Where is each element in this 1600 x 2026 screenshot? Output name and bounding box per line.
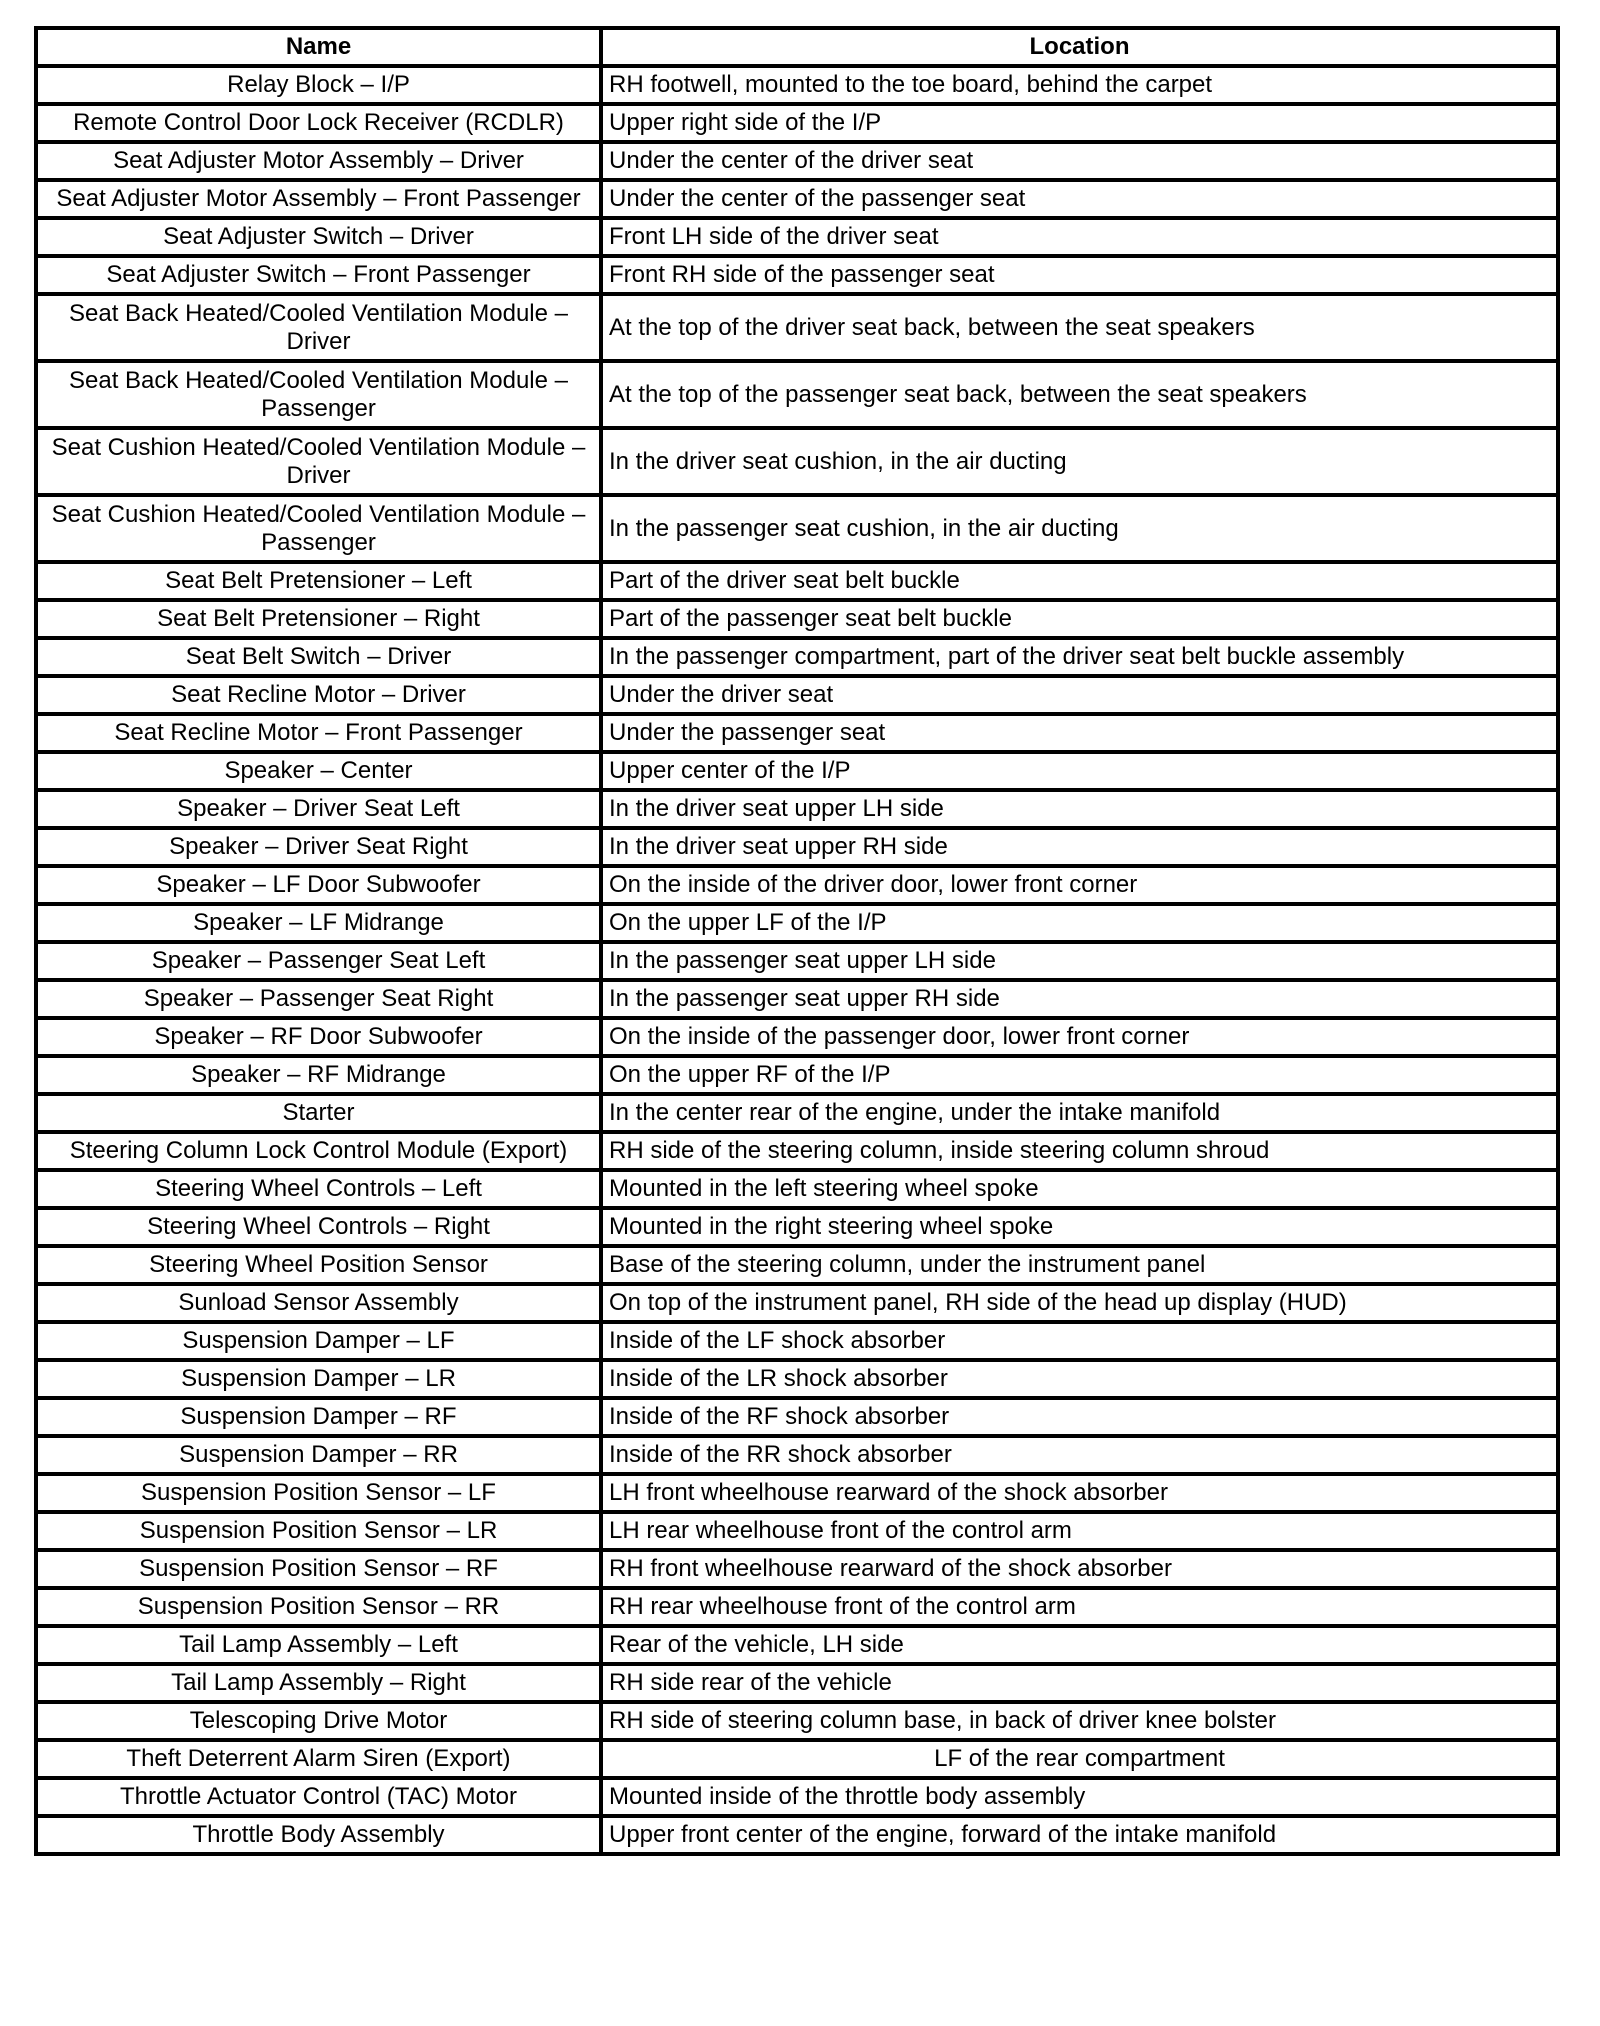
component-name-cell: Sunload Sensor Assembly (36, 1284, 601, 1322)
component-name-cell: Tail Lamp Assembly – Left (36, 1626, 601, 1664)
component-name-cell: Seat Cushion Heated/Cooled Ventilation Module – Passenger (36, 495, 601, 562)
component-location-cell: Part of the driver seat belt buckle (601, 562, 1558, 600)
table-row (36, 1284, 1558, 1322)
table-row (36, 1018, 1558, 1056)
component-location-cell: On the upper RF of the I/P (601, 1056, 1558, 1094)
table-row (36, 428, 1558, 495)
component-location-cell: In the driver seat cushion, in the air ducting (601, 428, 1558, 495)
component-location-cell: LF of the rear compartment (601, 1740, 1558, 1778)
component-location-cell: RH front wheelhouse rearward of the shock absorber (601, 1550, 1558, 1588)
component-location-cell: Rear of the vehicle, LH side (601, 1626, 1558, 1664)
table-row (36, 1246, 1558, 1284)
table-row (36, 790, 1558, 828)
component-location-cell: On top of the instrument panel, RH side of the head up display (HUD) (601, 1284, 1558, 1322)
component-name-cell: Theft Deterrent Alarm Siren (Export) (36, 1740, 601, 1778)
component-location-cell: In the driver seat upper LH side (601, 790, 1558, 828)
table-header-row (36, 28, 1558, 66)
table-row (36, 1436, 1558, 1474)
component-name-cell: Steering Column Lock Control Module (Export) (36, 1132, 601, 1170)
component-location-cell: On the inside of the passenger door, lower front corner (601, 1018, 1558, 1056)
table-row (36, 1132, 1558, 1170)
component-name-cell: Suspension Position Sensor – LR (36, 1512, 601, 1550)
component-location-cell: In the driver seat upper RH side (601, 828, 1558, 866)
component-name-cell: Suspension Damper – RF (36, 1398, 601, 1436)
component-location-cell: RH side of the steering column, inside steering column shroud (601, 1132, 1558, 1170)
table-row (36, 866, 1558, 904)
component-name-cell: Steering Wheel Controls – Right (36, 1208, 601, 1246)
component-location-cell: Inside of the LF shock absorber (601, 1322, 1558, 1360)
component-location-cell: Front RH side of the passenger seat (601, 256, 1558, 294)
table-row (36, 1322, 1558, 1360)
table-row (36, 66, 1558, 104)
component-name-cell: Seat Adjuster Motor Assembly – Front Passenger (36, 180, 601, 218)
component-name-cell: Seat Adjuster Motor Assembly – Driver (36, 142, 601, 180)
component-name-cell: Seat Back Heated/Cooled Ventilation Module – Driver (36, 294, 601, 361)
component-location-cell: Inside of the RF shock absorber (601, 1398, 1558, 1436)
component-location-cell: In the passenger compartment, part of the driver seat belt buckle assembly (601, 638, 1558, 676)
component-name-cell: Seat Belt Switch – Driver (36, 638, 601, 676)
component-location-cell: Upper center of the I/P (601, 752, 1558, 790)
component-name-cell: Steering Wheel Controls – Left (36, 1170, 601, 1208)
component-name-cell: Starter (36, 1094, 601, 1132)
table-row (36, 1702, 1558, 1740)
component-location-cell: Upper right side of the I/P (601, 104, 1558, 142)
component-name-cell: Suspension Damper – LF (36, 1322, 601, 1360)
table-row (36, 676, 1558, 714)
component-location-cell: In the passenger seat upper RH side (601, 980, 1558, 1018)
table-row (36, 1664, 1558, 1702)
header-name: Name (36, 28, 601, 66)
table-row (36, 562, 1558, 600)
table-row (36, 942, 1558, 980)
component-name-cell: Throttle Body Assembly (36, 1816, 601, 1854)
table-row (36, 294, 1558, 361)
component-location-table (34, 26, 1560, 1856)
component-location-cell: Upper front center of the engine, forward of the intake manifold (601, 1816, 1558, 1854)
table-row (36, 142, 1558, 180)
component-name-cell: Throttle Actuator Control (TAC) Motor (36, 1778, 601, 1816)
table-row (36, 256, 1558, 294)
component-location-cell: RH rear wheelhouse front of the control arm (601, 1588, 1558, 1626)
table-row (36, 1550, 1558, 1588)
component-location-cell: In the center rear of the engine, under the intake manifold (601, 1094, 1558, 1132)
component-name-cell: Suspension Position Sensor – LF (36, 1474, 601, 1512)
component-location-cell: Under the passenger seat (601, 714, 1558, 752)
component-name-cell: Speaker – LF Door Subwoofer (36, 866, 601, 904)
table-row (36, 1056, 1558, 1094)
component-name-cell: Speaker – RF Midrange (36, 1056, 601, 1094)
component-location-cell: RH footwell, mounted to the toe board, behind the carpet (601, 66, 1558, 104)
table-row (36, 752, 1558, 790)
component-location-cell: On the inside of the driver door, lower front corner (601, 866, 1558, 904)
component-name-cell: Seat Belt Pretensioner – Left (36, 562, 601, 600)
component-location-cell: Part of the passenger seat belt buckle (601, 600, 1558, 638)
component-location-cell: At the top of the passenger seat back, between the seat speakers (601, 361, 1558, 428)
table-row (36, 104, 1558, 142)
component-name-cell: Speaker – Driver Seat Right (36, 828, 601, 866)
table-row (36, 980, 1558, 1018)
component-name-cell: Seat Cushion Heated/Cooled Ventilation Module – Driver (36, 428, 601, 495)
table-row (36, 1816, 1558, 1854)
component-name-cell: Seat Recline Motor – Driver (36, 676, 601, 714)
component-name-cell: Speaker – Center (36, 752, 601, 790)
component-name-cell: Telescoping Drive Motor (36, 1702, 601, 1740)
component-name-cell: Seat Adjuster Switch – Front Passenger (36, 256, 601, 294)
component-location-cell: Inside of the LR shock absorber (601, 1360, 1558, 1398)
table-row (36, 180, 1558, 218)
component-location-cell: Front LH side of the driver seat (601, 218, 1558, 256)
table-row (36, 1474, 1558, 1512)
table-row (36, 714, 1558, 752)
component-location-cell: Mounted in the left steering wheel spoke (601, 1170, 1558, 1208)
component-name-cell: Speaker – Passenger Seat Left (36, 942, 601, 980)
component-name-cell: Seat Adjuster Switch – Driver (36, 218, 601, 256)
table-row (36, 1170, 1558, 1208)
table-row (36, 638, 1558, 676)
table-row (36, 1208, 1558, 1246)
component-name-cell: Steering Wheel Position Sensor (36, 1246, 601, 1284)
header-location: Location (601, 28, 1558, 66)
component-location-cell: Under the center of the passenger seat (601, 180, 1558, 218)
component-name-cell: Speaker – Driver Seat Left (36, 790, 601, 828)
table-row (36, 1740, 1558, 1778)
table-row (36, 218, 1558, 256)
component-location-cell: LH rear wheelhouse front of the control arm (601, 1512, 1558, 1550)
component-location-cell: Under the center of the driver seat (601, 142, 1558, 180)
component-name-cell: Seat Back Heated/Cooled Ventilation Module – Passenger (36, 361, 601, 428)
component-location-cell: In the passenger seat upper LH side (601, 942, 1558, 980)
table-row (36, 361, 1558, 428)
table-row (36, 600, 1558, 638)
table-row (36, 1626, 1558, 1664)
component-location-cell: RH side rear of the vehicle (601, 1664, 1558, 1702)
table-row (36, 1360, 1558, 1398)
component-name-cell: Suspension Position Sensor – RF (36, 1550, 601, 1588)
table-row (36, 1094, 1558, 1132)
component-name-cell: Seat Recline Motor – Front Passenger (36, 714, 601, 752)
component-location-cell: On the upper LF of the I/P (601, 904, 1558, 942)
component-location-cell: Under the driver seat (601, 676, 1558, 714)
component-location-cell: Base of the steering column, under the instrument panel (601, 1246, 1558, 1284)
component-location-cell: LH front wheelhouse rearward of the shock absorber (601, 1474, 1558, 1512)
table-row (36, 1588, 1558, 1626)
component-location-cell: RH side of steering column base, in back of driver knee bolster (601, 1702, 1558, 1740)
component-name-cell: Remote Control Door Lock Receiver (RCDLR) (36, 104, 601, 142)
component-name-cell: Speaker – Passenger Seat Right (36, 980, 601, 1018)
table-row (36, 1512, 1558, 1550)
component-name-cell: Suspension Damper – RR (36, 1436, 601, 1474)
component-location-cell: In the passenger seat cushion, in the air ducting (601, 495, 1558, 562)
component-name-cell: Seat Belt Pretensioner – Right (36, 600, 601, 638)
table-row (36, 828, 1558, 866)
component-name-cell: Suspension Damper – LR (36, 1360, 601, 1398)
component-name-cell: Tail Lamp Assembly – Right (36, 1664, 601, 1702)
component-name-cell: Speaker – RF Door Subwoofer (36, 1018, 601, 1056)
table-row (36, 495, 1558, 562)
table-row (36, 1778, 1558, 1816)
component-location-cell: Mounted in the right steering wheel spoke (601, 1208, 1558, 1246)
component-location-cell: Mounted inside of the throttle body assembly (601, 1778, 1558, 1816)
table-row (36, 904, 1558, 942)
component-name-cell: Relay Block – I/P (36, 66, 601, 104)
component-location-cell: Inside of the RR shock absorber (601, 1436, 1558, 1474)
component-name-cell: Suspension Position Sensor – RR (36, 1588, 601, 1626)
component-location-cell: At the top of the driver seat back, between the seat speakers (601, 294, 1558, 361)
table-row (36, 1398, 1558, 1436)
component-name-cell: Speaker – LF Midrange (36, 904, 601, 942)
